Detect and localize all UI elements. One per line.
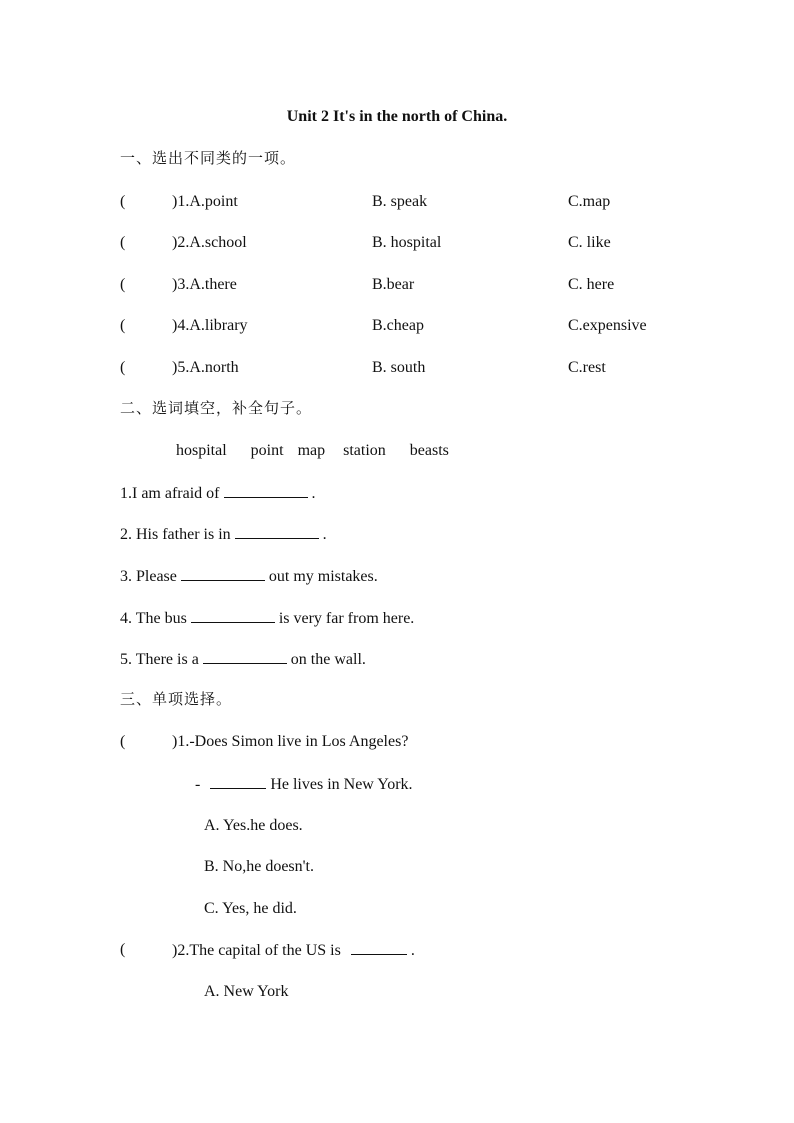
section2-heading: 二、选词填空，补全句子。 xyxy=(120,399,313,417)
answer-blank[interactable] xyxy=(351,940,407,955)
sentence-text: on the wall. xyxy=(290,651,366,668)
fill-sentence xyxy=(120,608,414,629)
dialogue-answer xyxy=(195,774,413,795)
answer-paren[interactable]: ( xyxy=(120,276,126,293)
word-bank-item: station xyxy=(343,442,386,459)
option-b: B.bear xyxy=(372,276,415,293)
word-bank-item: map xyxy=(297,442,326,459)
fill-sentence xyxy=(120,524,327,545)
answer-blank[interactable] xyxy=(203,649,287,664)
answer-paren[interactable]: ( xyxy=(120,193,126,210)
choice-option[interactable]: A. New York xyxy=(204,983,289,1000)
sentence-text: 4. The bus xyxy=(120,610,187,627)
option-c: C. like xyxy=(568,234,611,251)
answer-blank[interactable] xyxy=(191,608,275,623)
answer-paren[interactable]: ( xyxy=(120,317,126,334)
dash: - xyxy=(195,776,201,793)
sentence-text: . xyxy=(311,485,316,502)
option-c: C. here xyxy=(568,276,615,293)
sentence-text: . xyxy=(410,942,415,959)
option-b: B. hospital xyxy=(372,234,442,251)
word-bank xyxy=(176,441,473,461)
option-a: )4.A.library xyxy=(172,317,248,334)
word-bank-item: beasts xyxy=(409,442,449,459)
fill-sentence xyxy=(120,566,378,587)
answer-paren[interactable]: ( xyxy=(120,359,126,376)
question-text: )1.-Does Simon live in Los Angeles? xyxy=(172,733,409,750)
choice-option[interactable]: B. No,he doesn't. xyxy=(204,858,314,875)
choice-option[interactable]: C. Yes, he did. xyxy=(204,900,297,917)
answer-paren[interactable]: ( xyxy=(120,234,126,251)
section1-heading: 一、选出不同类的一项。 xyxy=(120,149,297,167)
word-bank-item: hospital xyxy=(176,442,227,459)
sentence-text: is very far from here. xyxy=(278,610,415,627)
sentence-text: out my mistakes. xyxy=(268,568,378,585)
answer-blank[interactable] xyxy=(181,566,265,581)
fill-sentence xyxy=(120,483,316,504)
option-b: B. speak xyxy=(372,193,428,210)
answer-paren[interactable]: ( xyxy=(120,941,126,958)
sentence-text: 1.I am afraid of xyxy=(120,485,220,502)
sentence-text: 2. His father is in xyxy=(120,526,231,543)
option-a: )3.A.there xyxy=(172,276,237,293)
option-b: B. south xyxy=(372,359,426,376)
option-a: )5.A.north xyxy=(172,359,239,376)
answer-blank[interactable] xyxy=(224,483,308,498)
answer-blank[interactable] xyxy=(210,774,266,789)
option-a: )1.A.point xyxy=(172,193,238,210)
sentence-text: )2.The capital of the US is xyxy=(172,942,341,959)
section3-heading: 三、单项选择。 xyxy=(120,690,233,708)
word-bank-item: point xyxy=(250,442,284,459)
option-c: C.map xyxy=(568,193,611,210)
option-b: B.cheap xyxy=(372,317,424,334)
answer-blank[interactable] xyxy=(235,524,319,539)
question-text xyxy=(172,940,415,961)
option-c: C.expensive xyxy=(568,317,647,334)
choice-option[interactable]: A. Yes.he does. xyxy=(204,817,303,834)
sentence-text: 5. There is a xyxy=(120,651,199,668)
page-title: Unit 2 It's in the north of China. xyxy=(286,108,508,125)
sentence-text: 3. Please xyxy=(120,568,177,585)
option-c: C.rest xyxy=(568,359,606,376)
sentence-text: He lives in New York. xyxy=(270,776,413,793)
fill-sentence xyxy=(120,649,366,670)
option-a: )2.A.school xyxy=(172,234,247,251)
sentence-text: . xyxy=(322,526,327,543)
answer-paren[interactable]: ( xyxy=(120,733,126,750)
